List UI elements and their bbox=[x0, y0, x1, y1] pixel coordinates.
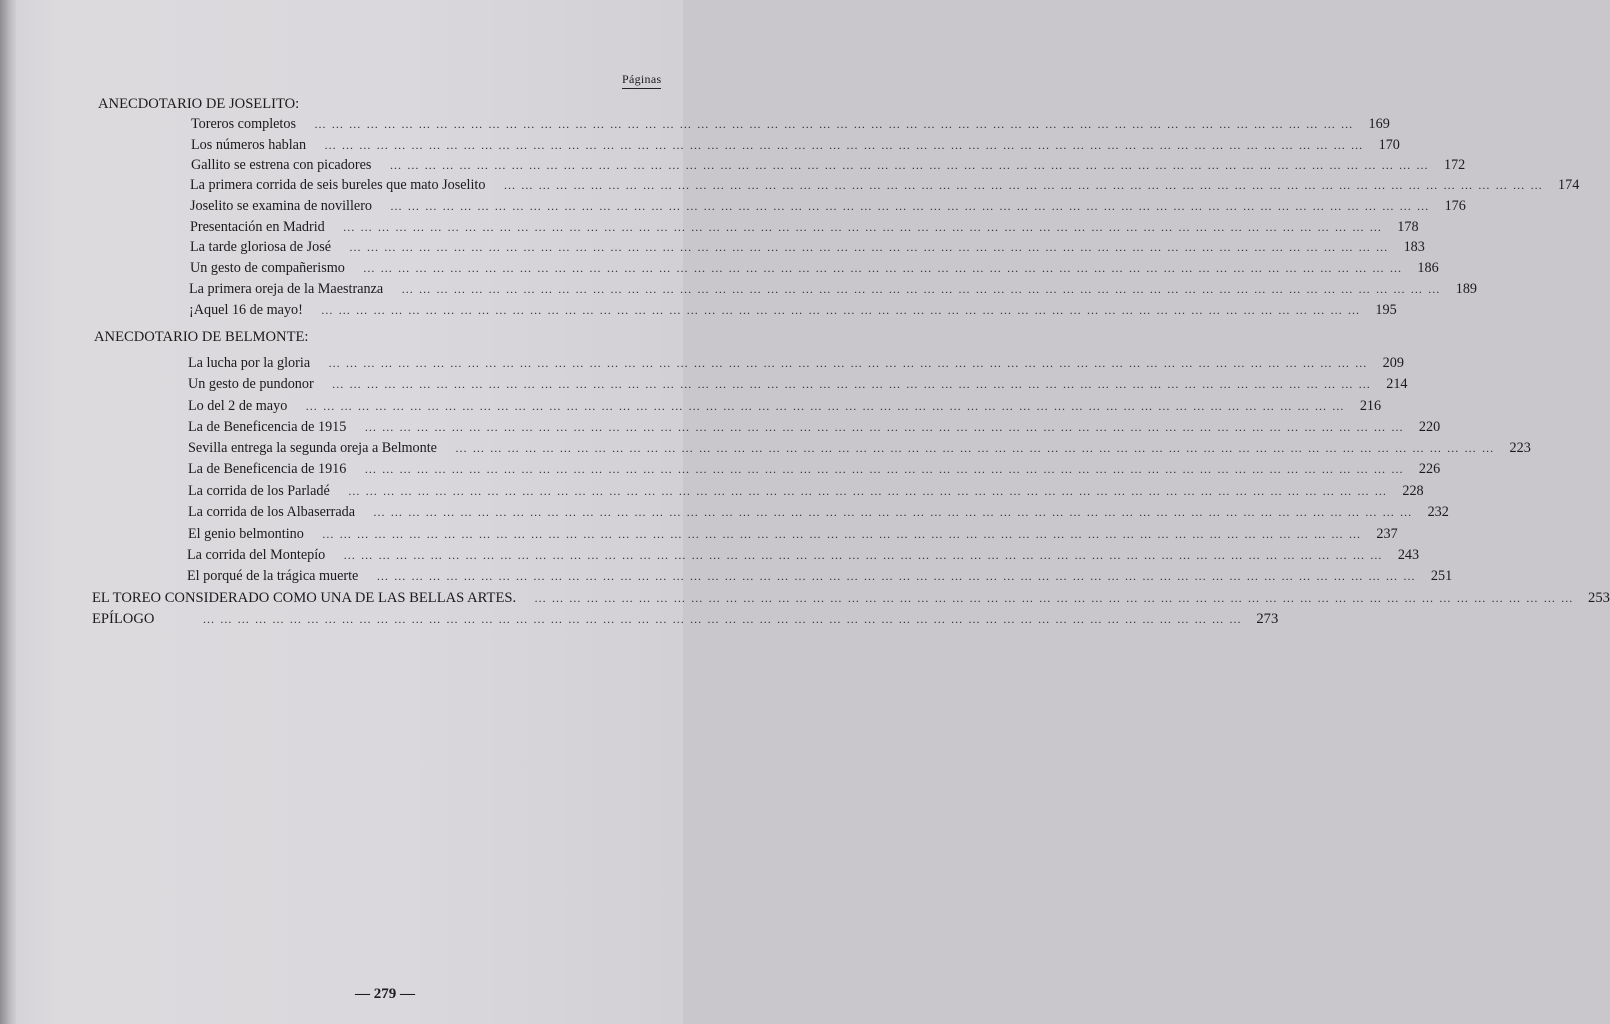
entry-page: 195 bbox=[1375, 302, 1397, 318]
entry-page: 174 bbox=[1558, 177, 1580, 193]
toc-entry bbox=[188, 374, 1408, 394]
entry-page: 216 bbox=[1359, 398, 1382, 414]
leader-dots: … … … … … … … … … … … … … … … … … … … … … … … … … … … … … … … … … … … … … … … … … … … … … … … … … … … … … … … … … … … … bbox=[314, 117, 1354, 131]
toc-entry bbox=[189, 279, 1477, 299]
entry-title: La corrida del Montepío bbox=[187, 547, 326, 563]
entry-title: La de Beneficencia de 1916 bbox=[188, 461, 347, 477]
entry-page: 226 bbox=[1418, 461, 1441, 477]
leader-dots: … … … … … … … … … … … … … … … … … … … … … … … … … … … … … … … … … … … … … … … … … … … … … … … … … … … … … … … … … … … … bbox=[364, 420, 1405, 434]
section-heading-joselito: ANECDOTARIO DE JOSELITO: bbox=[98, 96, 300, 112]
leader-dots: … … … … … … … … … … … … … … … … … … … … … … … … … … … … … … … … … … … … … … … … … … … … … … … … … … … … … … … … … … … … bbox=[376, 569, 1417, 583]
toc-entry bbox=[191, 114, 1390, 134]
entry-title: La de Beneficencia de 1915 bbox=[188, 419, 347, 435]
leader-dots: … … … … … … … … … … … … … … … … … … … … … … … … … … … … … … … … … … … … … … … … … … … … … … … … … … … … … … … … … … … … bbox=[328, 356, 1368, 370]
toc-entry bbox=[188, 459, 1441, 479]
entry-page: 223 bbox=[1509, 440, 1531, 456]
leader-dots: … … … … … … … … … … … … … … … … … … … … … … … … … … … … … … … … … … … … … … … … … … … … … … … … … … … … … … … … … … … … bbox=[320, 303, 1361, 317]
entry-page: 176 bbox=[1444, 198, 1466, 214]
entry-page: 189 bbox=[1455, 281, 1477, 297]
toc-entry bbox=[190, 217, 1419, 237]
leader-dots: … … … … … … … … … … … … … … … … … … … … … … … … … … … … … … … … … … … … … … … … … … … … … … … … … … … … … … … … … … … … bbox=[390, 199, 1430, 213]
entry-title: EL TOREO CONSIDERADO COMO UNA DE LAS BELLAS ARTES. bbox=[92, 590, 517, 606]
leader-dots: … … … … … … … … … … … … … … … … … … … … … … … … … … … … … … … … … … … … … … … … … … … … … … … … … … … … … … … … … … … … bbox=[362, 261, 1403, 275]
entry-page: 170 bbox=[1378, 137, 1400, 153]
toc-entry bbox=[191, 155, 1466, 175]
entry-page: 186 bbox=[1417, 260, 1439, 276]
leader-dots: … … … … … … … … … … … … … … … … … … … … … … … … … … … … … … … … … … … … … … … … … … … … … … … … … … … … … … … … … … … … bbox=[305, 399, 1346, 413]
entry-page: 214 bbox=[1386, 376, 1408, 392]
page-number-footer: — 279 — bbox=[355, 986, 415, 1002]
entry-title: La corrida de los Parladé bbox=[188, 483, 330, 499]
entry-page: 183 bbox=[1403, 239, 1425, 255]
leader-dots: … … … … … … … … … … … … … … … … … … … … … … … … … … … … … … … … … … … … … … … … … … … … … … … … … … … … … … … … … … … … bbox=[331, 377, 1372, 391]
entry-title: Un gesto de pundonor bbox=[188, 376, 314, 392]
toc-entry bbox=[188, 481, 1424, 501]
toc-entry bbox=[188, 502, 1449, 522]
leader-dots: … … … … … … … … … … … … … … … … … … … … … … … … … … … … … … … … … … … … … … … … … … … … … … … … … … … … … … … … … … … … bbox=[401, 282, 1441, 296]
toc-entry bbox=[188, 417, 1441, 437]
toc-entry bbox=[188, 438, 1531, 458]
toc-entry bbox=[189, 300, 1397, 320]
leader-dots: … … … … … … … … … … … … … … … … … … … … … … … … … … … … … … … … … … … … … … … … … … … … … … … … … … … … … … … … … … … … bbox=[349, 240, 1389, 254]
entry-title: La corrida de los Albaserrada bbox=[188, 504, 356, 520]
toc-entry bbox=[191, 135, 1400, 155]
paginas-header: Páginas bbox=[622, 72, 661, 89]
leader-dots: … … … … … … … … … … … … … … … … … … … … … … … … … … … … … … … … … … … … … … … … … … … … … … … … … … … … … … … … … … … … bbox=[343, 548, 1384, 562]
leader-dots: … … … … … … … … … … … … … … … … … … … … … … … … … … … … … … … … … … … … … … … … … … … … … … … … … … … … … … … … … … … … bbox=[454, 441, 1495, 455]
entry-page: 209 bbox=[1382, 355, 1404, 371]
toc-entry bbox=[187, 545, 1420, 565]
entry-title: La lucha por la gloria bbox=[188, 355, 311, 371]
entry-title: Un gesto de compañerismo bbox=[190, 260, 345, 276]
leader-dots: … … … … … … … … … … … … … … … … … … … … … … … … … … … … … … … … … … … … … … … … … … … … … … … … … … … … … … … … … … … … bbox=[534, 591, 1574, 605]
toc-entry bbox=[190, 175, 1580, 195]
entry-title: Presentación en Madrid bbox=[190, 219, 325, 235]
entry-page: 251 bbox=[1430, 568, 1453, 584]
entry-page: 178 bbox=[1397, 219, 1419, 235]
toc-entry bbox=[190, 258, 1439, 278]
entry-title: La primera corrida de seis bureles que mato Joselito bbox=[190, 177, 486, 193]
entry-title: Joselito se examina de novillero bbox=[190, 198, 373, 214]
entry-title: La primera oreja de la Maestranza bbox=[189, 281, 384, 297]
toc-entry bbox=[188, 396, 1382, 416]
entry-page: 273 bbox=[1256, 611, 1279, 627]
entry-page: 169 bbox=[1368, 116, 1390, 132]
entry-page: 232 bbox=[1427, 504, 1449, 520]
entry-title: El genio belmontino bbox=[188, 526, 304, 542]
leader-dots: … … … … … … … … … … … … … … … … … … … … … … … … … … … … … … … … … … … … … … … … … … … … … … … … … … … … … … … … … … … … bbox=[503, 178, 1544, 192]
entry-title: EPÍLOGO bbox=[92, 611, 155, 627]
leader-dots: … … … … … … … … … … … … … … … … … … … … … … … … … … … … … … … … … … … … … … … … … … … … … … … … … … … … … … … … … … … … bbox=[373, 505, 1413, 519]
entry-title: Los números hablan bbox=[191, 137, 307, 153]
toc-entry bbox=[190, 196, 1466, 216]
entry-page: 172 bbox=[1443, 157, 1466, 173]
leader-dots: … … … … … … … … … … … … … … … … … … … … … … … … … … … … … … … … … … … … … … … … … … … … … … … … … … … … … … … … … … … … bbox=[321, 527, 1362, 541]
toc-entry bbox=[188, 524, 1398, 544]
leader-dots: … … … … … … … … … … … … … … … … … … … … … … … … … … … … … … … … … … … … … … … … … … … … … … … … … … … … … … … … … … … … bbox=[389, 158, 1430, 172]
leader-dots: … … … … … … … … … … … … … … … … … … … … … … … … … … … … … … … … … … … … … … … … … … … … … … … … … … … … … … … … … … … … bbox=[347, 484, 1388, 498]
entry-page: 220 bbox=[1418, 419, 1441, 435]
entry-title: Sevilla entrega la segunda oreja a Belmonte bbox=[188, 440, 437, 456]
entry-page: 228 bbox=[1402, 483, 1424, 499]
toc-entry bbox=[190, 237, 1425, 257]
section-heading-belmonte: ANECDOTARIO DE BELMONTE: bbox=[94, 329, 309, 345]
entry-page: 237 bbox=[1376, 526, 1398, 542]
toc-entry bbox=[187, 566, 1453, 586]
leader-dots: … … … … … … … … … … … … … … … … … … … … … … … … … … … … … … … … … … … … … … … … … … … … … … … … … … … … … … … … … … … … bbox=[202, 612, 1243, 626]
entry-title: Toreros completos bbox=[191, 116, 296, 132]
entry-title: El porqué de la trágica muerte bbox=[187, 568, 359, 584]
toc-entry bbox=[188, 353, 1404, 373]
entry-title: La tarde gloriosa de José bbox=[190, 239, 332, 255]
book-binding-shadow bbox=[0, 0, 16, 1024]
leader-dots: … … … … … … … … … … … … … … … … … … … … … … … … … … … … … … … … … … … … … … … … … … … … … … … … … … … … … … … … … … … … bbox=[364, 462, 1405, 476]
toc-entry-main bbox=[92, 609, 1279, 629]
entry-title: ¡Aquel 16 de mayo! bbox=[189, 302, 303, 318]
entry-page: 253 bbox=[1588, 590, 1610, 606]
leader-dots: … … … … … … … … … … … … … … … … … … … … … … … … … … … … … … … … … … … … … … … … … … … … … … … … … … … … … … … … … … … … bbox=[324, 138, 1364, 152]
toc-entry-main bbox=[92, 588, 1610, 608]
leader-dots: … … … … … … … … … … … … … … … … … … … … … … … … … … … … … … … … … … … … … … … … … … … … … … … … … … … … … … … … … … … … bbox=[342, 220, 1383, 234]
entry-title: Gallito se estrena con picadores bbox=[191, 157, 372, 173]
entry-page: 243 bbox=[1397, 547, 1420, 563]
entry-title: Lo del 2 de mayo bbox=[188, 398, 288, 414]
